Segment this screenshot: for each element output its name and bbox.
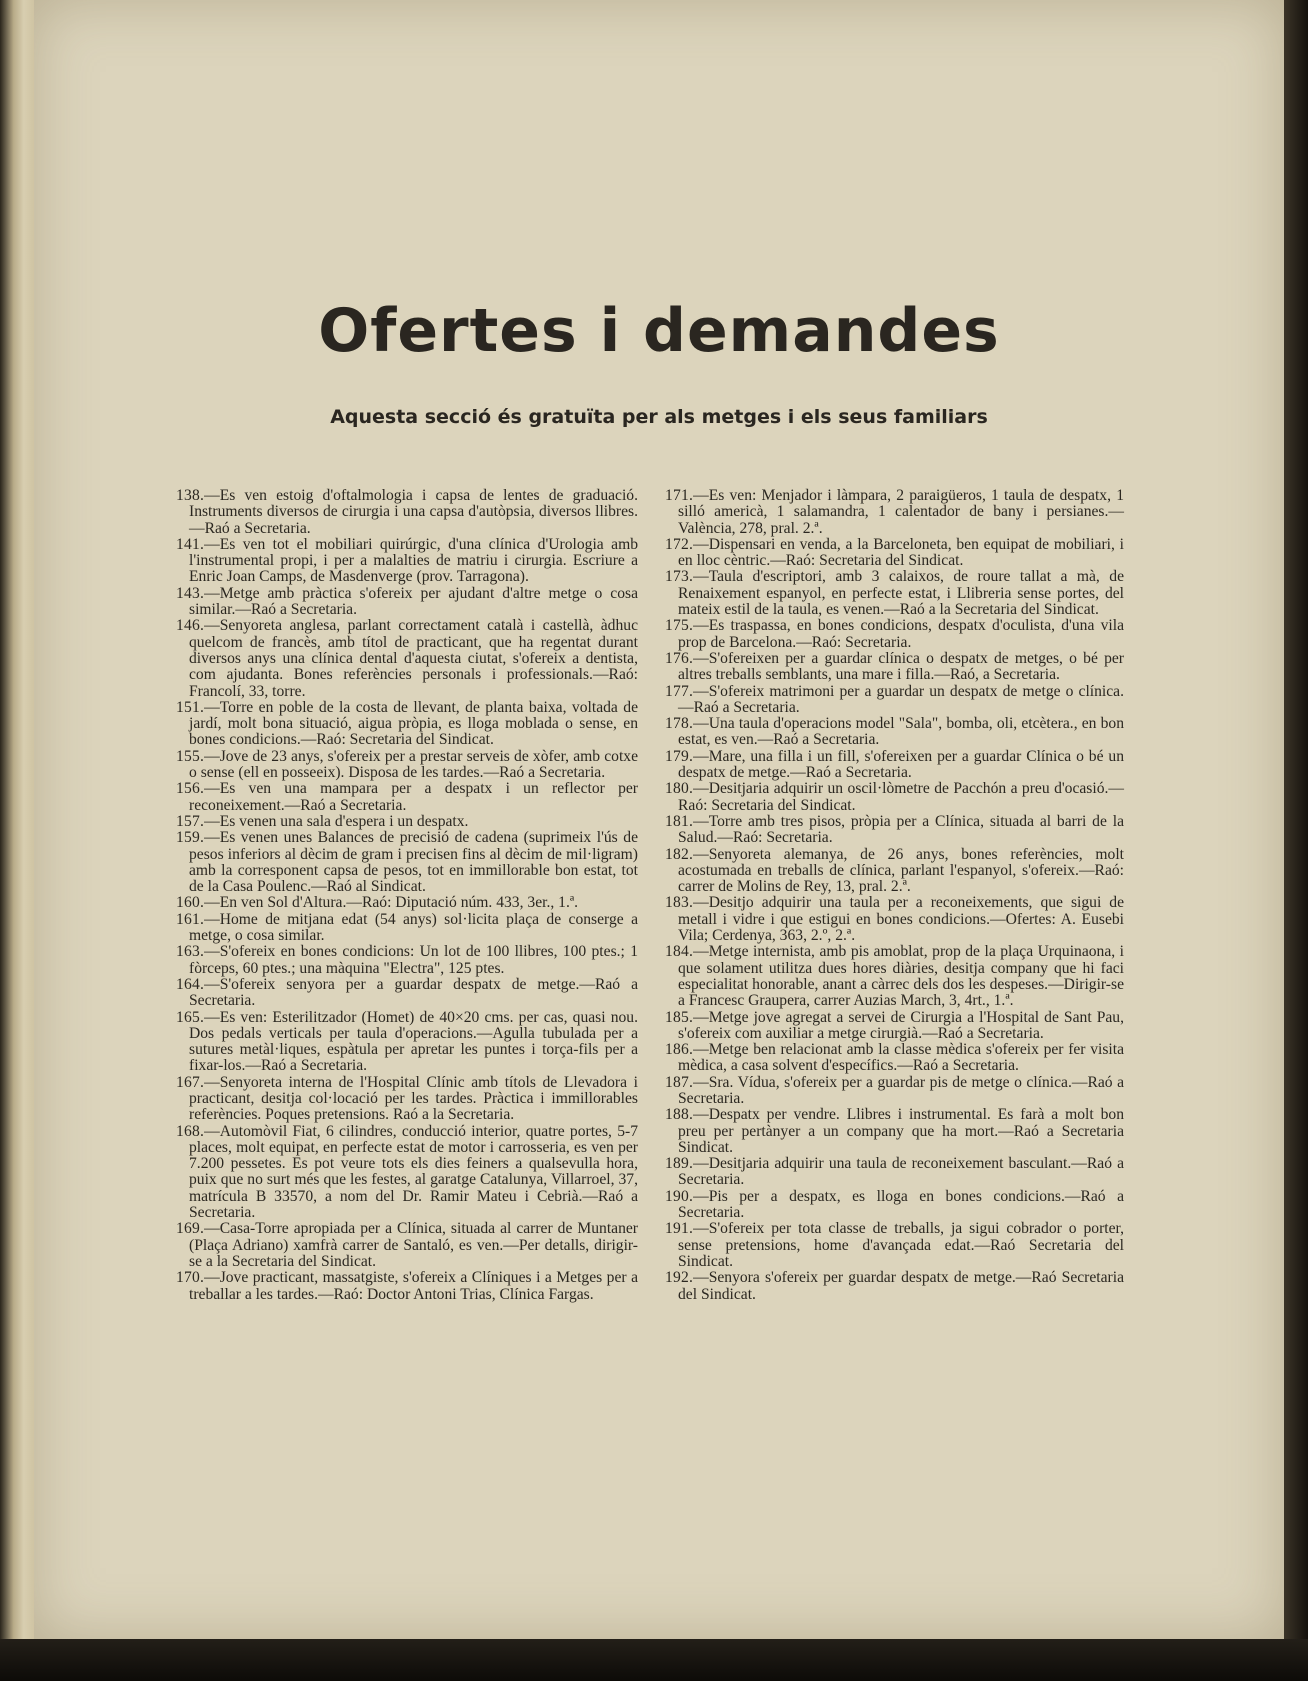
classified-entry — [665, 716, 1124, 749]
entry-number: 185. — [665, 1008, 694, 1026]
entry-text: —Torre amb tres pisos, pròpia per a Clínica, situada al barri de la Salud.—Raó: Secretaria. — [678, 812, 1124, 847]
classified-entry — [176, 830, 638, 895]
book-spine — [0, 0, 34, 1681]
classified-entry — [176, 912, 638, 945]
entry-text: —Mare, una filla i un fill, s'ofereixen per a guardar Clínica o bé un despatx de metge.—Raó a Secretaria. — [678, 747, 1124, 782]
entry-text: —Metge amb pràctica s'ofereix per ajudant d'altre metge o cosa similar.—Raó a Secretaria. — [189, 584, 638, 619]
entry-number: 188. — [665, 1106, 694, 1124]
entry-text: —Desitjaria adquirir una taula de reconeixement basculant.—Raó a Secretaria. — [678, 1155, 1124, 1189]
entry-number: 138. — [176, 487, 205, 504]
entry-number: 169. — [176, 1220, 205, 1238]
entry-number: 170. — [176, 1269, 205, 1287]
entry-number: 176. — [665, 649, 694, 667]
classified-entry — [176, 1075, 638, 1124]
classified-entry — [665, 684, 1124, 717]
classified-entry — [665, 1270, 1124, 1303]
classified-entry — [176, 586, 638, 619]
entry-number: 172. — [665, 535, 694, 553]
classified-entry — [176, 1010, 638, 1075]
entry-number: 167. — [176, 1073, 205, 1091]
entry-number: 141. — [176, 535, 205, 553]
page-title: Ofertes i demandes — [318, 296, 1000, 366]
entry-number: 164. — [176, 975, 205, 993]
entry-text: —Desitjaria adquirir un oscil·lòmetre de Pacchón a preu d'ocasió.—Raó: Secretaria del Sindicat. — [678, 780, 1124, 814]
entry-number: 175. — [665, 617, 694, 635]
entry-number: 180. — [665, 780, 694, 798]
page-subtitle: Aquesta secció és gratuïta per als metges i els seus familiars — [330, 406, 988, 428]
classified-entry — [665, 814, 1124, 847]
classified-entry — [176, 1124, 638, 1222]
entry-number: 156. — [176, 780, 205, 798]
classified-entry — [665, 569, 1124, 618]
entry-number: 184. — [665, 943, 694, 961]
entry-text: —Metge ben relacionat amb la classe mèdica s'ofereix per fer visita mèdica, a casa solvent d'específics.—Raó a Secretaria. — [678, 1041, 1124, 1075]
classified-entry — [176, 488, 638, 537]
entry-text: —Es ven tot el mobiliari quirúrgic, d'una clínica d'Urologia amb l'instrumental propi, i per a malalties de matriu i cirurgia. Escriure a Enric Joan Camps, de Masdenverge (prov. Tarragona). — [189, 535, 638, 586]
classified-entry — [665, 1042, 1124, 1075]
classified-entry — [665, 847, 1124, 896]
entry-text: —Jove practicant, massatgiste, s'ofereix a Clíniques i a Metges per a treballar a les tardes.—Raó: Doctor Antoni Trias, Clínica Fargas. — [189, 1269, 638, 1303]
classified-entry — [665, 1221, 1124, 1270]
entry-text: —Desitjo adquirir una taula per a reconeixements, que sigui de metall i vidre i que estigui en bones condicions.—Ofertes: A. Eusebi Vila; Cerdenya, 363, 2.º, 2.ª. — [678, 894, 1124, 945]
entry-number: 187. — [665, 1073, 694, 1091]
entry-number: 173. — [665, 568, 694, 586]
entry-text: —Es ven estoig d'oftalmologia i capsa de lentes de graduació. Instruments diversos de cirurgia i una capsa d'autòpsia, diversos llibres.—Raó a Secretaria. — [189, 487, 638, 537]
entry-number: 157. — [176, 812, 205, 830]
entry-text: —Es ven: Esterilitzador (Homet) de 40×20 cms. per cas, quasi nou. Dos pedals verticals per taula d'operacions.—Agulla tubulada per a sutures metàl·liques, espàtula per apretar les puntes i torça-fils per a fixar-los.—Raó a Secretaria. — [189, 1008, 638, 1075]
classified-entry — [176, 895, 638, 911]
entry-text: —S'ofereix en bones condicions: Un lot de 100 llibres, 100 ptes.; 1 fòrceps, 60 ptes.; una màquina "Electra", 125 ptes. — [189, 943, 638, 977]
classified-entry — [665, 1107, 1124, 1156]
entry-number: 161. — [176, 910, 205, 928]
entry-text: —Casa-Torre apropiada per a Clínica, situada al carrer de Muntaner (Plaça Adriano) xamfrà carrer de Santaló, es ven.—Per detalls, dirigir-se a la Secretaria del Sindicat. — [189, 1220, 638, 1270]
classified-entry — [176, 1270, 638, 1303]
entry-number: 182. — [665, 845, 694, 863]
entry-text: —Una taula d'operacions model "Sala", bomba, oli, etcètera., en bon estat, es ven.—Raó a Secretaria. — [678, 715, 1124, 749]
classified-entry — [176, 700, 638, 749]
entry-number: 143. — [176, 584, 205, 602]
classified-entry — [176, 944, 638, 977]
entry-text: —Es ven una mampara per a despatx i un reflector per reconeixement.—Raó a Secretaria. — [189, 780, 638, 814]
entry-text: —En ven Sol d'Altura.—Raó: Diputació núm. 433, 3er., 1.ª. — [204, 894, 579, 912]
entry-number: 192. — [665, 1269, 694, 1287]
entry-number: 177. — [665, 682, 694, 700]
entry-text: —Es venen una sala d'espera i un despatx. — [204, 812, 469, 830]
entry-text: —Es traspassa, en bones condicions, despatx d'oculista, d'una vila prop de Barcelona.—Raó: Secretaria. — [678, 617, 1124, 651]
entry-text: —Dispensari en venda, a la Barceloneta, ben equipat de mobiliari, i en lloc cèntric.—Raó: Secretaria del Sindicat. — [678, 535, 1124, 570]
entry-text: —S'ofereix matrimoni per a guardar un despatx de metge o clínica.—Raó a Secretaria. — [678, 682, 1124, 716]
entry-text: —S'ofereix senyora per a guardar despatx de metge.—Raó a Secretaria. — [189, 975, 638, 1010]
entry-text: —Despatx per vendre. Llibres i instrumental. Es farà a molt bon preu per pertànyer a un company que ha mort.—Raó a Secretaria Sindicat. — [678, 1106, 1124, 1156]
entry-number: 191. — [665, 1220, 694, 1238]
classified-entry — [176, 618, 638, 699]
entry-number: 146. — [176, 617, 205, 635]
page-edge-shadow — [1284, 0, 1308, 1681]
classified-entry — [665, 537, 1124, 570]
entry-number: 155. — [176, 747, 205, 765]
entry-number: 151. — [176, 698, 205, 716]
entry-number: 159. — [176, 829, 205, 847]
classified-entry — [665, 944, 1124, 1009]
entry-text: —Metge internista, amb pis amoblat, prop de la plaça Urquinaona, i que solament utilitza dues hores diàries, desitja company que hi faci especialitat honorable, anant a càrrec dels dos les despeses.—Dirigir-se a Francesc Graupera, carrer Auzias March, 3, 4rt., 1.ª. — [678, 943, 1124, 1010]
entry-text: —S'ofereixen per a guardar clínica o despatx de metges, o bé per altres treballs semblants, una mare i filla.—Raó, a Secretaria. — [678, 649, 1124, 684]
entry-text: —S'ofereix per tota classe de treballs, ja sigui cobrador o porter, sense pretensions, home d'avançada edat.—Raó Secretaria del Sindicat. — [678, 1220, 1124, 1270]
right-column — [665, 488, 1124, 1303]
classified-entry — [176, 977, 638, 1010]
classified-entry — [176, 814, 638, 830]
entry-text: —Taula d'escriptori, amb 3 calaixos, de roure tallat a mà, de Renaixement espanyol, en perfecte estat, i Llibreria sense portes, del mateix estil de la taula, es venen.—Raó a la Secretaria del Sindicat. — [678, 568, 1124, 619]
entry-number: 189. — [665, 1155, 694, 1173]
entry-text: —Jove de 23 anys, s'ofereix per a prestar serveis de xòfer, amb cotxe o sense (ell en posseeix). Disposa de les tardes.—Raó a Secretaria. — [189, 747, 638, 782]
entry-number: 163. — [176, 943, 205, 961]
classified-entry — [665, 781, 1124, 814]
bottom-edge-shadow — [0, 1639, 1308, 1681]
entry-text: —Torre en poble de la costa de llevant, de planta baixa, voltada de jardí, molt bona situació, aigua pròpia, es lloga moblada o sense, en bones condicions.—Raó: Secretaria del Sindicat. — [189, 698, 638, 749]
entry-text: —Es venen unes Balances de precisió de cadena (suprimeix l'ús de pesos inferiors al dècim de gram i precisen fins al dècim de mil·ligram) amb la corresponent capsa de pesos, tot en immillorable bon estat, tot de la Casa Poulenc.—Raó al Sindicat. — [189, 829, 638, 896]
entry-number: 171. — [665, 487, 694, 504]
left-column — [176, 488, 638, 1303]
entry-text: —Sra. Vídua, s'ofereix per a guardar pis de metge o clínica.—Raó a Secretaria. — [678, 1073, 1124, 1107]
entry-number: 183. — [665, 894, 694, 912]
entry-text: —Pis per a despatx, es lloga en bones condicions.—Raó a Secretaria. — [678, 1187, 1124, 1222]
classified-entry — [176, 749, 638, 782]
entry-number: 160. — [176, 894, 205, 912]
classified-entry — [665, 651, 1124, 684]
classified-entry — [176, 1221, 638, 1270]
entry-number: 190. — [665, 1187, 694, 1205]
classified-entry — [665, 1156, 1124, 1189]
entry-text: —Senyora s'ofereix per guardar despatx de metge.—Raó Secretaria del Sindicat. — [678, 1269, 1124, 1303]
entry-text: —Metge jove agregat a servei de Cirurgia a l'Hospital de Sant Pau, s'ofereix com auxiliar a metge cirurgià.—Raó a Secretaria. — [678, 1008, 1124, 1042]
entry-text: —Automòvil Fiat, 6 cilindres, conducció interior, quatre portes, 5-7 places, molt equipat, en perfecte estat de motor i carrosseria, es ven per 7.200 pessetes. Es pot veure tots els dies feiners a qualsevulla hora, puix que no surt més que les festes, al garatge Catalunya, Villarroel, 37, matrícula B 33570, a nom del Dr. Ramir Mateu i Cebrià.—Raó a Secretaria. — [189, 1122, 638, 1222]
entry-text: —Senyoreta anglesa, parlant correctament català i castellà, àdhuc quelcom de francès, amb títol de practicant, que ha regentat durant diversos anys una clínica dental d'aquesta ciutat, s'ofereix a dentista, com ajudanta. Bones referències personals i professionals.—Raó: Francolí, 33, torre. — [189, 617, 638, 700]
classified-entry — [176, 781, 638, 814]
entry-text: —Home de mitjana edat (54 anys) sol·licita plaça de conserge a metge, o cosa similar. — [189, 910, 638, 945]
entry-text: —Es ven: Menjador i làmpara, 2 paraigüeros, 1 taula de despatx, 1 silló americà, 1 salamandra, 1 calentador de bany i persianes.—València, 278, pral. 2.ª. — [678, 487, 1124, 537]
classified-entry — [665, 488, 1124, 537]
entry-number: 181. — [665, 812, 694, 830]
classified-entry — [665, 1189, 1124, 1222]
entry-number: 186. — [665, 1041, 694, 1059]
classified-entry — [665, 749, 1124, 782]
classified-entry — [176, 537, 638, 586]
entry-text: —Senyoreta interna de l'Hospital Clínic amb títols de Llevadora i practicant, desitja col·locació per les tardes. Pràctica i immillorables referències. Poques pretensions. Raó a la Secretaria. — [189, 1073, 638, 1124]
entry-number: 165. — [176, 1008, 205, 1026]
entry-number: 178. — [665, 715, 694, 733]
classified-entry — [665, 618, 1124, 651]
classified-entry — [665, 1075, 1124, 1108]
classified-entry — [665, 895, 1124, 944]
classified-entry — [665, 1010, 1124, 1043]
entry-text: —Senyoreta alemanya, de 26 anys, bones referències, molt acostumada en treballs de clínica, parlant l'espanyol, s'ofereix.—Raó: carrer de Molins de Rey, 13, pral. 2.ª. — [678, 845, 1124, 896]
entry-number: 168. — [176, 1122, 205, 1140]
entry-number: 179. — [665, 747, 694, 765]
